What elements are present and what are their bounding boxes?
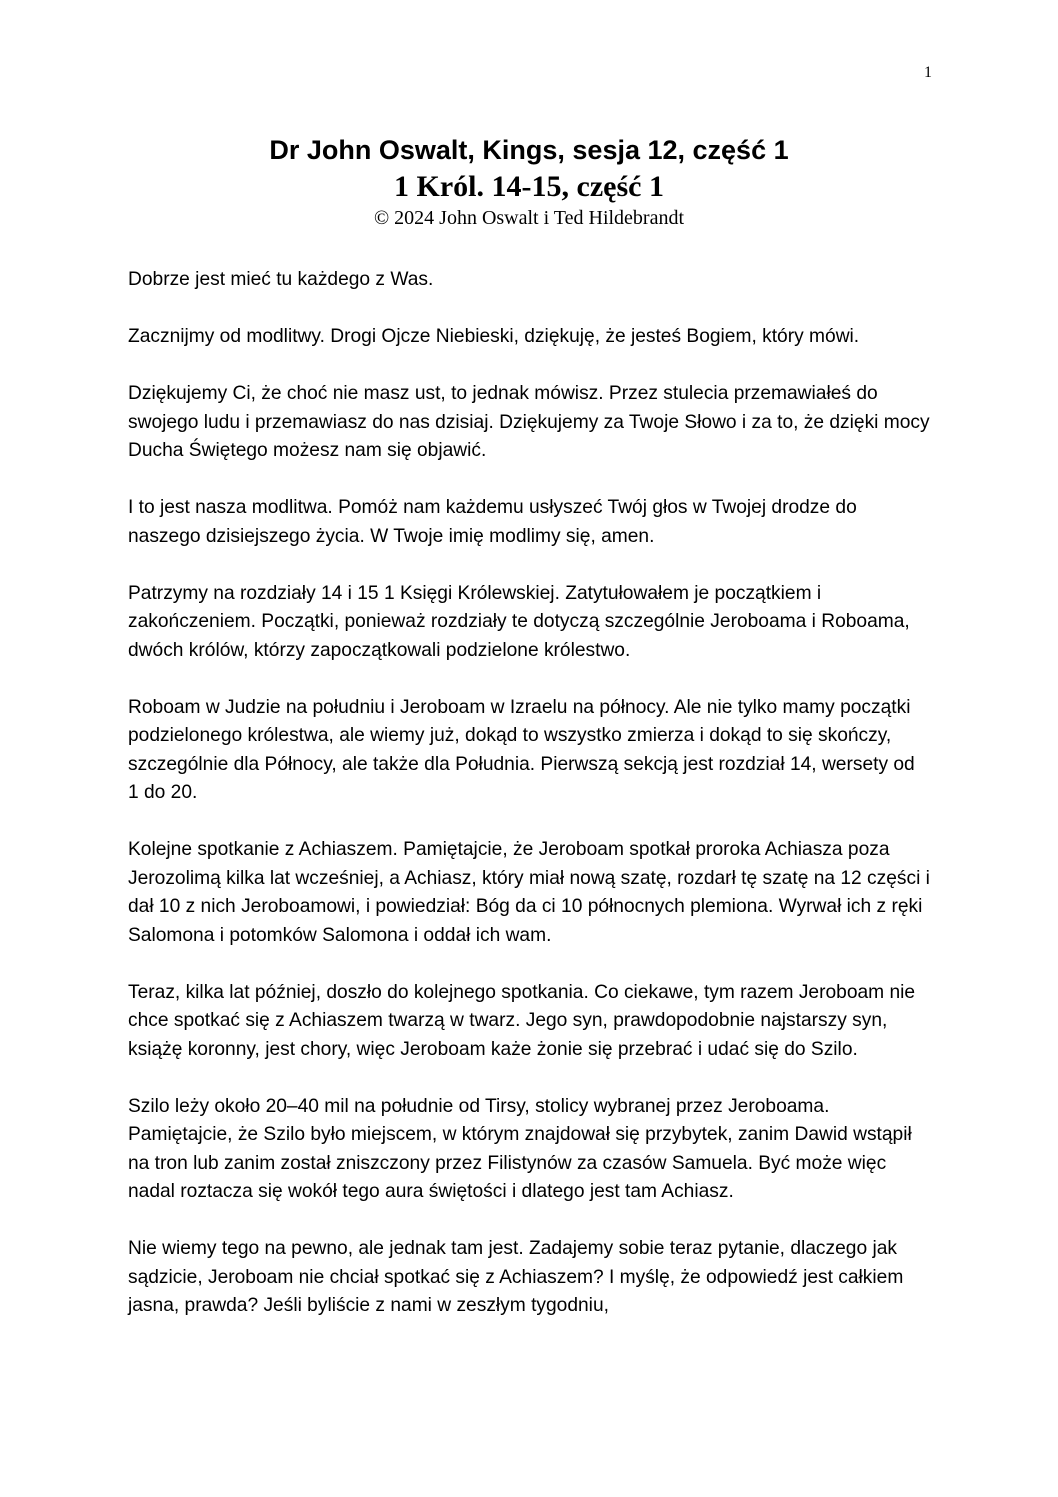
page-number: 1 [924, 64, 932, 81]
paragraph: Roboam w Judzie na południu i Jeroboam w Izraelu na północy. Ale nie tylko mamy początki podzielonego królestwa, ale wiemy już, dokąd to wszystko zmierza i dokąd to się skończy, szczególnie dla Północy, ale także dla Południa. Pierwszą sekcją jest rozdział 14, wersety od 1 do 20. [128, 696, 915, 803]
paragraph: Patrzymy na rozdziały 14 i 15 1 Księgi Królewskiej. Zatytułowałem je początkiem i zakończeniem. Początki, ponieważ rozdziały te dotyczą szczególnie Jeroboama i Roboama, dwóch królów, którzy zapoczątkowali podzielone królestwo. [128, 582, 910, 661]
paragraph: Nie wiemy tego na pewno, ale jednak tam jest. Zadajemy sobie teraz pytanie, dlaczego jak sądzicie, Jeroboam nie chciał spotkać się z Achiaszem? I myślę, że odpowiedź jest całkiem jasna, prawda? Jeśli byliście z nami w zeszłym tygodniu, [128, 1238, 904, 1316]
paragraph: Dziękujemy Ci, że choć nie masz ust, to jednak mówisz. Przez stulecia przemawiałeś do swojego ludu i przemawiasz do nas dzisiaj. Dziękujemy za Twoje Słowo i za to, że dzięki mocy Ducha Świętego możesz nam się objawić. [128, 383, 930, 461]
document-header [0, 132, 1058, 230]
document-body [128, 266, 930, 1349]
paragraph: I to jest nasza modlitwa. Pomóż nam każdemu usłyszeć Twój głos w Twojej drodze do naszego dzisiejszego życia. W Twoje imię modlimy się, amen. [128, 497, 857, 547]
paragraph: Szilo leży około 20–40 mil na południe od Tirsy, stolicy wybranej przez Jeroboama. Pamiętajcie, że Szilo było miejscem, w którym znajdował się przybytek, zanim Dawid wstąpił na tron lub zanim został zniszczony przez Filistynów za czasów Samuela. Być może więc nadal roztacza się wokół tego aura świętości i dlatego jest tam Achiasz. [128, 1095, 912, 1202]
paragraph: Zacznijmy od modlitwy. Drogi Ojcze Niebieski, dziękuję, że jesteś Bogiem, który mówi. [128, 326, 860, 347]
document-title: Dr John Oswalt, Kings, sesja 12, część 1 [269, 135, 789, 165]
paragraph: Dobrze jest mieć tu każdego z Was. [128, 269, 434, 290]
document-subtitle: 1 Król. 14-15, część 1 [394, 170, 664, 203]
paragraph: Teraz, kilka lat później, doszło do kolejnego spotkania. Co ciekawe, tym razem Jeroboam nie chce spotkać się z Achiaszem twarzą w twarz. Jego syn, prawdopodobnie najstarszy syn, książę koronny, jest chory, więc Jeroboam każe żonie się przebrać i udać się do Szilo. [128, 981, 916, 1060]
paragraph: Kolejne spotkanie z Achiaszem. Pamiętajcie, że Jeroboam spotkał proroka Achiasza poza Jerozolimą kilka lat wcześniej, a Achiasz, który miał nową szatę, rozdarł tę szatę na 12 części i dał 10 z nich Jeroboamowi, i powiedział: Bóg da ci 10 północnych plemiona. Wyrwał ich z ręki Salomona i potomków Salomona i oddał ich wam. [128, 839, 930, 946]
copyright-line: © 2024 John Oswalt i Ted Hildebrandt [373, 207, 685, 229]
